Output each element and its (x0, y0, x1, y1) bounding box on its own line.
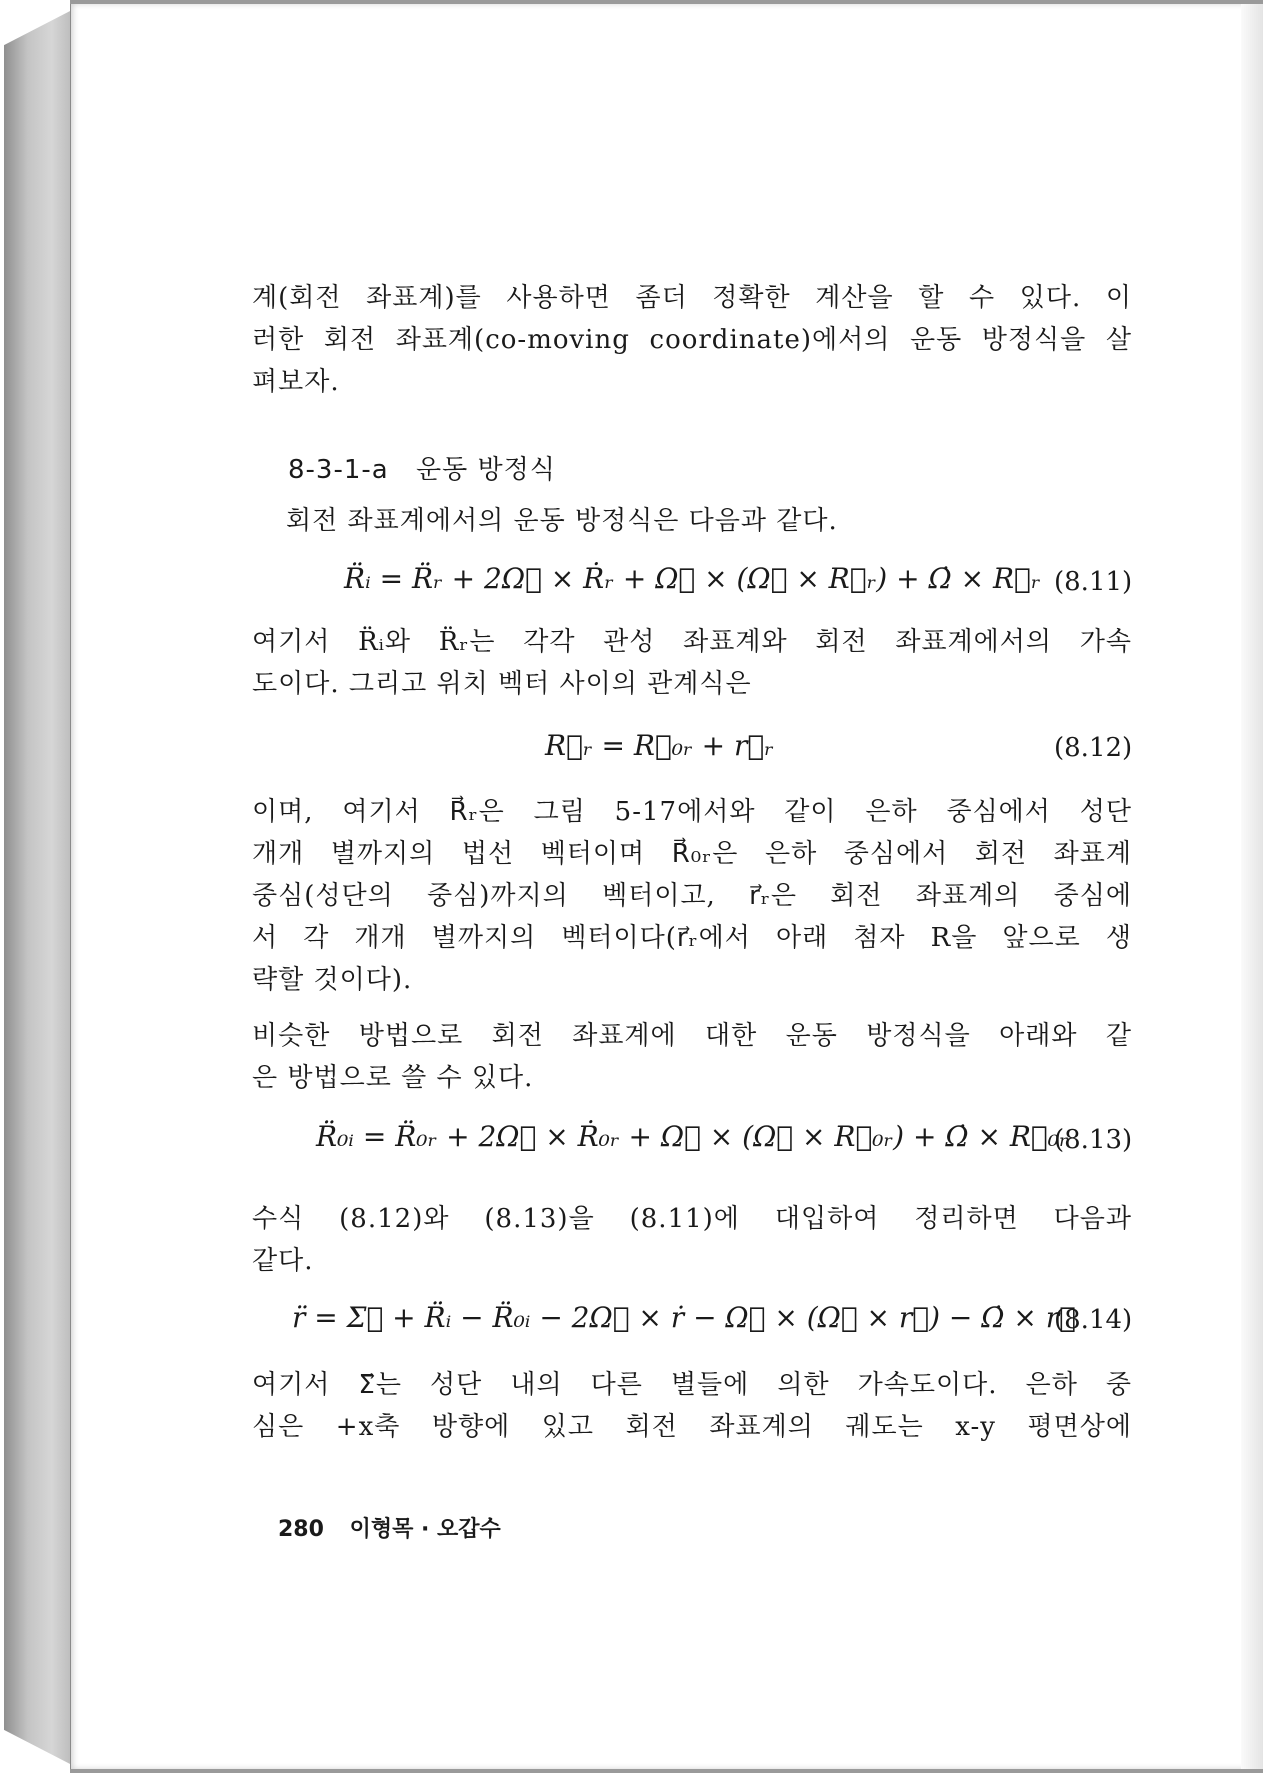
equation-number: (8.13) (1054, 1125, 1133, 1155)
equation-8-14: r̈ = Σ⃗ + R̈ᵢ − R̈₀ᵢ − 2Ω⃗ × ṙ − Ω⃗ × (Ω⃗ × r⃗) − Ω̇ × r⃗ (292, 1301, 1076, 1334)
page-right-shadow (1241, 0, 1263, 1773)
paragraph-2 (252, 621, 1132, 705)
text-line: 같다. (252, 1246, 314, 1276)
text-line: 서 각 개개 별까지의 벡터이다(r⃗ᵣ에서 아래 첨자 R을 앞으로 생 (252, 923, 1132, 953)
equation-8-12: R⃗ᵣ = R⃗₀ᵣ + r⃗ᵣ (545, 729, 774, 762)
text-line: 여기서 R̈ᵢ와 R̈ᵣ는 각각 관성 좌표계와 회전 좌표계에서의 가속 (252, 627, 1132, 657)
equation-number: (8.12) (1054, 733, 1133, 763)
text-line: 비슷한 방법으로 회전 좌표계에 대한 운동 방정식을 아래와 같 (252, 1021, 1132, 1051)
section-number: 8-3-1-a (288, 455, 389, 485)
text-line: 수식 (8.12)와 (8.13)을 (8.11)에 대입하여 정리하면 다음과 (252, 1204, 1132, 1234)
book-spine-edge (4, 10, 72, 1765)
text-line: 펴보자. (252, 367, 340, 397)
equation-number: (8.11) (1054, 567, 1133, 597)
paragraph-1 (252, 277, 1132, 403)
text-line: 략할 것이다). (252, 965, 413, 995)
page-number: 280 (278, 1517, 324, 1542)
text-line: 은 방법으로 쓸 수 있다. (252, 1063, 534, 1093)
text-line: 도이다. 그리고 위치 벡터 사이의 관계식은 (252, 669, 752, 699)
text-line: 여기서 Σ⃗는 성단 내의 다른 별들에 의한 가속도이다. 은하 중 (252, 1370, 1132, 1400)
bottom-border (70, 1769, 1263, 1773)
authors: 이형목 · 오갑수 (349, 1517, 501, 1542)
section-heading (288, 449, 556, 486)
equation-number: (8.14) (1054, 1305, 1133, 1335)
paragraph-3 (252, 791, 1132, 1001)
text-line: 계(회전 좌표계)를 사용하면 좀더 정확한 계산을 할 수 있다. 이 (252, 283, 1132, 313)
page-footer (278, 1512, 501, 1543)
intro-paragraph (286, 500, 1132, 542)
text-line: 심은 +x축 방향에 있고 회전 좌표계의 궤도는 x-y 평면상에 (252, 1412, 1132, 1442)
text-line: 러한 회전 좌표계(co-moving coordinate)에서의 운동 방정식을 살 (252, 325, 1132, 355)
paragraph-4 (252, 1015, 1132, 1099)
paragraph-6 (252, 1364, 1132, 1448)
top-border (70, 0, 1263, 4)
equation-8-11: R̈ᵢ = R̈ᵣ + 2Ω⃗ × Ṙᵣ + Ω⃗ × (Ω⃗ × R⃗ᵣ) + Ω̇ × R⃗ᵣ (344, 562, 1041, 595)
text-line: 중심(성단의 중심)까지의 벡터이고, r⃗ᵣ은 회전 좌표계의 중심에 (252, 881, 1132, 911)
text-line: 개개 별까지의 법선 벡터이며 R⃗₀ᵣ은 은하 중심에서 회전 좌표계 (252, 839, 1132, 869)
text-line: 회전 좌표계에서의 운동 방정식은 다음과 같다. (286, 506, 838, 536)
equation-8-13: R̈₀ᵢ = R̈₀ᵣ + 2Ω⃗ × Ṙ₀ᵣ + Ω⃗ × (Ω⃗ × R⃗₀ᵣ) + Ω̇ × R⃗₀ᵣ (316, 1120, 1069, 1153)
text-line: 이며, 여기서 R⃗ᵣ은 그림 5-17에서와 같이 은하 중심에서 성단 (252, 797, 1132, 827)
section-title: 운동 방정식 (415, 455, 556, 485)
paragraph-5 (252, 1198, 1132, 1282)
